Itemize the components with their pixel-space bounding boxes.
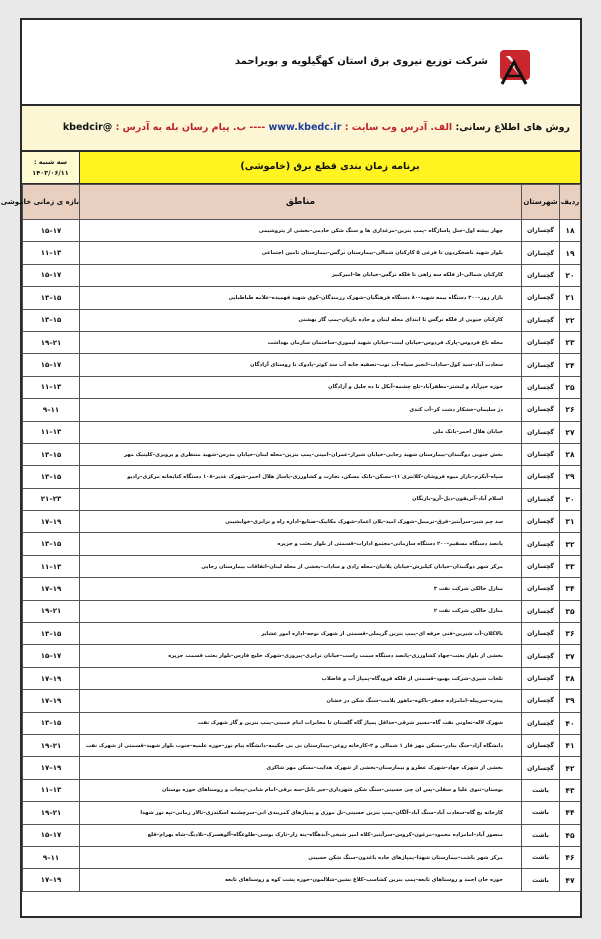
table-row — [23, 869, 581, 891]
header-time: بازه ی زمانی خاموشی — [23, 185, 80, 220]
row-index: ۲۶ — [560, 399, 581, 421]
row-city: گچساران — [522, 399, 560, 421]
table-row — [23, 488, 581, 510]
row-regions: بالاکلان–آب شیرین–فنی حرفه ای–پمپ بنزین گرپملی–قسمتی از شهرک نوجه–اداره امور عشایر — [80, 623, 522, 645]
schedule-sheet — [0, 18, 582, 918]
row-time: ۱۹–۲۱ — [23, 734, 80, 756]
row-index: ۳۶ — [560, 623, 581, 645]
row-time: ۱۷–۱۹ — [23, 869, 80, 891]
row-index: ۴۶ — [560, 846, 581, 868]
row-regions: پانصد دستگاه مسقیم–۲۰۰ دستگاه سازمانی–مجتمع ادارات–قسمتی از بلوار بعثت و جزیره — [80, 533, 522, 555]
row-regions: مرکز شهر دوگنبدان–خیابان کیلبرش–خیابان پلاتیان–محله رادی و سادات–بخشی از محله لبنان–اتفاقات بیمارستان رجایی — [80, 555, 522, 577]
row-time: ۱۹–۲۱ — [23, 331, 80, 353]
row-regions: منازل خالکی شرکت نفت ۳ — [80, 578, 522, 600]
row-city: گچساران — [522, 734, 560, 756]
row-city: گچساران — [522, 443, 560, 465]
row-time: ۱۹–۲۱ — [23, 600, 80, 622]
row-regions: کارکنان شمالی–از فلکه سه راهی تا فلکه نرگس–خیابان ها–امیرکبیر — [80, 264, 522, 286]
row-regions: شهرک لاله–تعاونی نفت گاه–مسیر شرقی–حداقل پمپاژ گاه گلستان تا مخابرات امام خمینی–پمپ بنزین و گاز شهرک نفت — [80, 712, 522, 734]
table-row — [23, 399, 581, 421]
row-index: ۲۰ — [560, 264, 581, 286]
row-time: ۱۵–۱۷ — [23, 824, 80, 846]
date-value: ۱۴۰۳/۰۶/۱۱ — [32, 169, 69, 177]
row-time: ۱۳–۱۵ — [23, 466, 80, 488]
row-city: گچساران — [522, 376, 560, 398]
table-row — [23, 533, 581, 555]
row-regions: خیابان هلال احمر–بانک ملی — [80, 421, 522, 443]
date-box — [22, 152, 79, 184]
row-city: گچساران — [522, 712, 560, 734]
row-time: ۱۳–۱۵ — [23, 309, 80, 331]
row-regions: تلخاب شیری–شرکت بهبود–قسمتی از فلکه فرودگاه–پمپاژ آب و فاضلاب — [80, 667, 522, 689]
row-regions: دژ سلیمان–خشکار دشت کر–آب کندی — [80, 399, 522, 421]
table-row — [23, 287, 581, 309]
row-city: گچساران — [522, 757, 560, 779]
row-city: باشت — [522, 779, 560, 801]
table-row — [23, 824, 581, 846]
row-index: ۳۴ — [560, 578, 581, 600]
row-regions: بوستان–تنوی علیا و سفلی–پس ان چی حسینی–سنگ شکن شهرداری–جیر بابل–سه برقی–امام شامی–پیچاب و روستاهای حوزه بوستان — [80, 779, 522, 801]
row-index: ۲۲ — [560, 309, 581, 331]
row-index: ۳۹ — [560, 690, 581, 712]
row-time: ۹–۱۱ — [23, 399, 80, 421]
row-regions: پیدره–سرپیله–امامزاده جعفر–باکوه–ماهور بلامت–سنگ شکن در خشان — [80, 690, 522, 712]
row-regions: بخشی از بلوار بعثت–جهاد کشاورزی–پانصد دستگاه سمت راست–خیابان ترابری–پیروزی–شهرک خلیج فارس–بلوار بعثت قسمت جزیره — [80, 645, 522, 667]
table-row — [23, 802, 581, 824]
row-index: ۳۲ — [560, 533, 581, 555]
row-city: باشت — [522, 802, 560, 824]
row-regions: بلوار شهید ناصحکردون تا فرعی ۵ کارکنان شمالی–بیمارستان نرگس–بیمارستان تامین اجتماعی — [80, 242, 522, 264]
row-city: گچساران — [522, 533, 560, 555]
schedule-table — [0, 184, 581, 892]
row-regions: کارخانه یخ گاه–سعادت آباد–سنگ آباد–آلگان–پمپ بنزین حسینی–تل موری و پمپاژهای کمربندی انی–سرچشمه اسکندری–تالار زمانی–تپه تور شهدا — [80, 802, 522, 824]
row-city: گچساران — [522, 421, 560, 443]
row-regions: بخش جنوبی دوگنبدان–بیمارستان شهید رجایی–خیابان شیراز–عمران–امینی–پمپ بنزین–محله لبنان–خیابان مدرس–شهید منتظری و پرویزی–کلینیک مهر — [80, 443, 522, 465]
table-header-row — [23, 185, 581, 220]
row-regions: دانشگاه آزاد–جنگ بنادر–مسکن مهر فاز ۱ شمالی و ۲–کارخانه روغن–بیمارستان بی بی حکیمه–دانشگاه پیام نور–حوزه علمیه–جنوب بلوار شهید–قسمتی از شهرک نفت — [80, 734, 522, 756]
row-time: ۱۷–۱۹ — [23, 757, 80, 779]
row-index: ۲۵ — [560, 376, 581, 398]
row-time: ۱۵–۱۷ — [23, 220, 80, 242]
row-index: ۳۰ — [560, 488, 581, 510]
contact-lead: روش های اطلاع رسانی: — [455, 122, 570, 133]
row-regions: حوزه خان احمد و روستاهای تابعه–پمپ بنزین کشاسب–کلاغ نشین–شلالمون–حوزه پشت کوه و روستاهای تابعه — [80, 869, 522, 891]
row-regions: چهار بیشه اول–جنل پاساژگاه –پمپ بنزین–مرغداری ها و سنگ شکن خادمی–بخشی از پتروشیمی — [80, 220, 522, 242]
row-regions: بازار روز–۳۰۰ دستگاه بیمه شهید–۸۰ دستگاه فرهنگیان–شهرک رزمندگان–کوی شهید فهمیده–علامه طباطبایی — [80, 287, 522, 309]
row-index: ۱۸ — [560, 220, 581, 242]
row-index: ۲۹ — [560, 466, 581, 488]
row-city: گچساران — [522, 331, 560, 353]
row-regions: کارکنان جنوبی از فلکه نرگس تا ابتدای محله لبنان و جاده بازیان–پمپ گاز بهشتی — [80, 309, 522, 331]
row-time: ۱۹–۲۱ — [23, 802, 80, 824]
row-time: ۱۷–۱۹ — [23, 578, 80, 600]
row-time: ۱۳–۱۵ — [23, 443, 80, 465]
row-index: ۲۳ — [560, 331, 581, 353]
contact-separator: ---- — [246, 122, 266, 133]
table-row — [23, 309, 581, 331]
row-time: ۱۱–۱۳ — [23, 242, 80, 264]
table-row — [23, 466, 581, 488]
row-time: ۱۱–۱۳ — [23, 376, 80, 398]
row-city: گچساران — [522, 645, 560, 667]
table-row — [23, 511, 581, 533]
row-time: ۱۷–۱۹ — [23, 667, 80, 689]
row-time: ۱۷–۱۹ — [23, 511, 80, 533]
row-index: ۳۸ — [560, 667, 581, 689]
row-city: گچساران — [522, 264, 560, 286]
row-city: باشت — [522, 869, 560, 891]
table-row — [23, 645, 581, 667]
table-row — [23, 690, 581, 712]
row-time: ۱۳–۱۵ — [23, 533, 80, 555]
power-lightning-logo-icon — [494, 48, 534, 88]
row-city: باشت — [522, 824, 560, 846]
row-index: ۲۱ — [560, 287, 581, 309]
website-label: الف. آدرس وب سایت : — [344, 122, 453, 133]
row-index: ۴۴ — [560, 802, 581, 824]
program-title: برنامه زمان بندی قطع برق (خاموشی) — [79, 152, 580, 184]
table-row — [23, 578, 581, 600]
row-city: گچساران — [522, 578, 560, 600]
row-index: ۴۲ — [560, 757, 581, 779]
header-regions: مناطق — [80, 185, 522, 220]
row-time: ۱۱–۱۳ — [23, 421, 80, 443]
row-city: باشت — [522, 846, 560, 868]
row-regions: محله باغ فردوس–پارک فردوس–خیابان لبنت–خیابان شهید لیموری–ساختمان سازمان بهداشت — [80, 331, 522, 353]
table-row — [23, 354, 581, 376]
header-city: شهرستان — [522, 185, 560, 220]
table-row — [23, 331, 581, 353]
table-row — [23, 757, 581, 779]
table-row — [23, 220, 581, 242]
row-index: ۳۱ — [560, 511, 581, 533]
row-city: گچساران — [522, 220, 560, 242]
row-regions: سد چم شیر–سرآبتیز–قرق–ترمبیل–شهرک امید–بلان اعماد–شهرک مکانیک–صنایع–اداره راه و ترابری–خوابشیبی — [80, 511, 522, 533]
row-city: گچساران — [522, 690, 560, 712]
row-index: ۳۳ — [560, 555, 581, 577]
row-time: ۹–۱۱ — [23, 846, 80, 868]
table-row — [23, 555, 581, 577]
row-city: گچساران — [522, 242, 560, 264]
table-row — [23, 421, 581, 443]
row-city: گچساران — [522, 287, 560, 309]
row-regions: سپاه–آبکرم–بازار میوه فروشان–کلانتری ۱۱–مسکن–بانک مسکن، تجارت و کشاورزی–پاساژ هلال احمر–شهرک غدیر–۱۰۸ دستگاه کتابخانه مرکزی–رادیو — [80, 466, 522, 488]
table-row — [23, 443, 581, 465]
row-index: ۲۷ — [560, 421, 581, 443]
row-city: گچساران — [522, 466, 560, 488]
row-city: گچساران — [522, 511, 560, 533]
row-regions: اسلام آباد–آتریقون–دیل–آرو–بازنگان — [80, 488, 522, 510]
table-row — [23, 846, 581, 868]
row-time: ۱۳–۱۵ — [23, 712, 80, 734]
table-row — [23, 264, 581, 286]
row-regions: سعادت آباد–سید کول–سادات–انجیر سیاه–آب توت–تصفیه خانه آب سد کوثر–پادوک تا روستای آزادگان — [80, 354, 522, 376]
header — [22, 20, 580, 106]
row-time: ۱۵–۱۷ — [23, 645, 80, 667]
contact-info — [22, 106, 580, 152]
table-row — [23, 734, 581, 756]
row-time: ۲۱–۲۳ — [23, 488, 80, 510]
row-regions: مرکز شهر باشت–بیمارستان شهدا–پمپاژهای جاده باغدون–سنگ شکن حسینی — [80, 846, 522, 868]
row-time: ۱۱–۱۳ — [23, 555, 80, 577]
row-city: گچساران — [522, 488, 560, 510]
row-index: ۴۱ — [560, 734, 581, 756]
row-regions: منازل خالکی شرکت نفت ۲ — [80, 600, 522, 622]
day-label: سه شنبه : — [33, 158, 68, 166]
row-time: ۱۵–۱۷ — [23, 264, 80, 286]
header-idx: ردیف — [560, 185, 581, 220]
row-city: گچساران — [522, 309, 560, 331]
table-body — [23, 220, 581, 892]
table-row — [23, 779, 581, 801]
row-index: ۴۳ — [560, 779, 581, 801]
row-index: ۳۵ — [560, 600, 581, 622]
row-index: ۴۰ — [560, 712, 581, 734]
table-row — [23, 242, 581, 264]
row-time: ۱۱–۱۳ — [23, 779, 80, 801]
row-city: گچساران — [522, 354, 560, 376]
row-regions: حوزه خیرآباد و لیشتر–مظفرآباد–تلخ چشمه–آبکل تا ده جلیل و آزادگان — [80, 376, 522, 398]
row-city: گچساران — [522, 667, 560, 689]
row-city: گچساران — [522, 555, 560, 577]
row-index: ۲۸ — [560, 443, 581, 465]
row-index: ۳۷ — [560, 645, 581, 667]
bale-label: ب. پیام رسان بله به آدرس : — [115, 122, 247, 133]
row-time: ۱۵–۱۷ — [23, 354, 80, 376]
table-row — [23, 376, 581, 398]
row-city: گچساران — [522, 600, 560, 622]
company-name: شرکت توزیع نیروی برق استان کهگیلویه و بویراحمد — [235, 56, 488, 67]
row-city: گچساران — [522, 623, 560, 645]
row-index: ۴۵ — [560, 824, 581, 846]
row-time: ۱۷–۱۹ — [23, 690, 80, 712]
bale-id[interactable]: @kbedcir — [62, 122, 113, 133]
row-time: ۱۳–۱۵ — [23, 623, 80, 645]
table-row — [23, 712, 581, 734]
row-index: ۱۹ — [560, 242, 581, 264]
row-index: ۴۷ — [560, 869, 581, 891]
table-row — [23, 600, 581, 622]
table-row — [23, 623, 581, 645]
website-link[interactable]: www.kbedc.ir — [268, 122, 342, 133]
table-row — [23, 667, 581, 689]
row-regions: بخشی از شهرک جهاد–شهرک عطرو و بیمارستان–بخشی از شهرک هدایت–مسکن مهر شاکری — [80, 757, 522, 779]
row-time: ۱۳–۱۵ — [23, 287, 80, 309]
row-index: ۲۴ — [560, 354, 581, 376]
row-regions: منصور آباد–امامزاده محمود–مرغون–کروس–سرآبتیز–کلاه امیر شیخی–آبدهگاه–پنه زار–تارک بوسی–طلوعگاه–آلوهسرک–تلادیگ–شاه بهرام–قلع — [80, 824, 522, 846]
